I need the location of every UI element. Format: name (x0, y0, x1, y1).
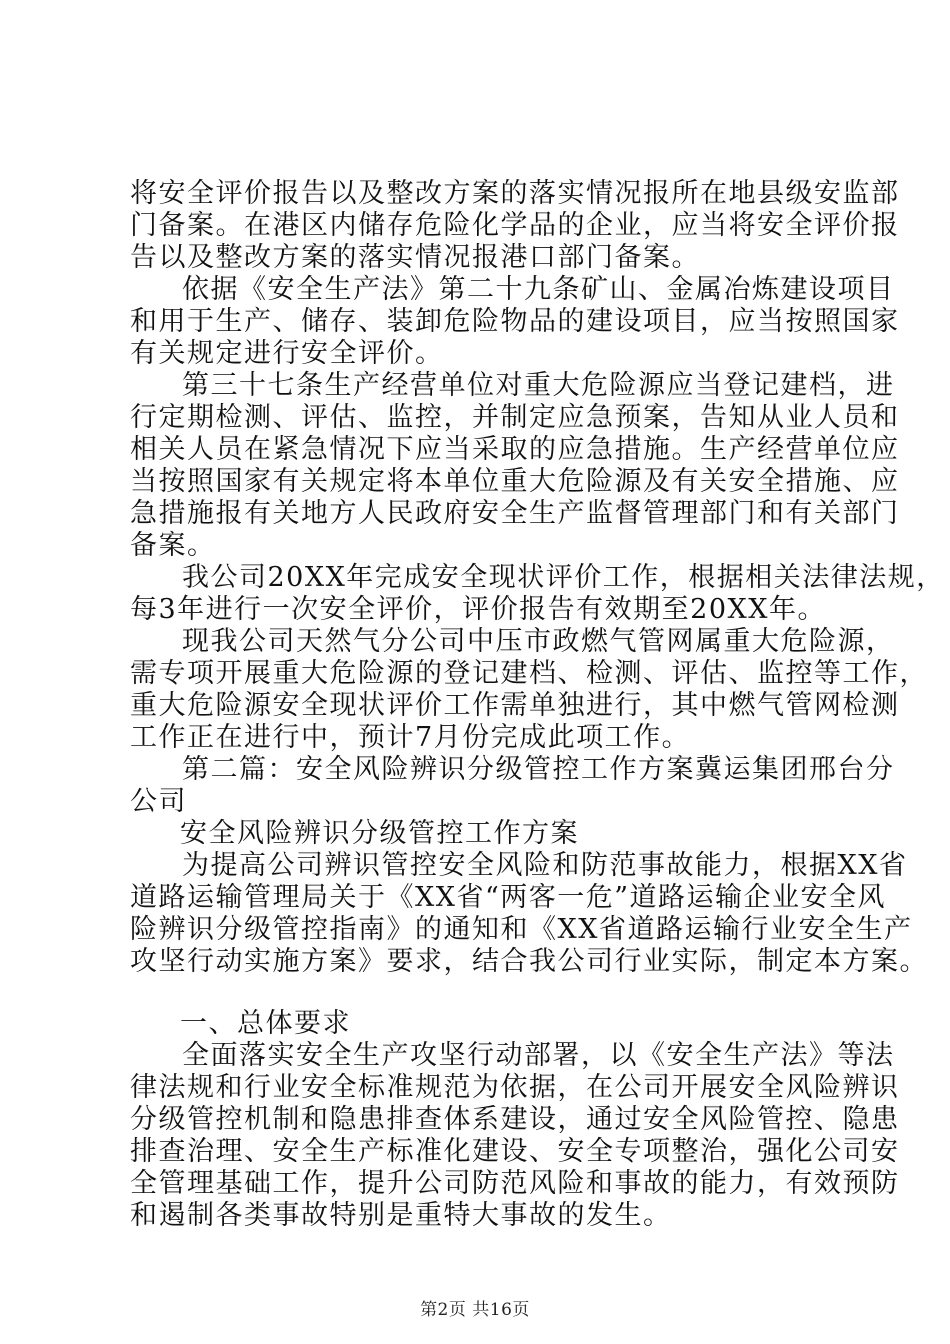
text-line: 和遏制各类事故特别是重特大事故的发生。 (130, 1200, 672, 1231)
text-line: 行定期检测、评估、监控，并制定应急预案，告知从业人员和 (130, 402, 900, 433)
section-heading: 一、总体要求 (180, 1008, 351, 1039)
text-line: 将安全评价报告以及整改方案的落实情况报所在地县级安监部 (130, 178, 900, 209)
text-line: 备案。 (130, 530, 216, 561)
text-line: 现我公司天然气分公司中压市政燃气管网属重大危险源， (182, 626, 895, 657)
text-line: 分级管控机制和隐患排查体系建设，通过安全风险管控、隐患 (130, 1104, 900, 1135)
text-line: 道路运输管理局关于《XX省“两客一危”道路运输企业安全风 (130, 882, 887, 913)
text-line: 有关规定进行安全评价。 (130, 338, 444, 369)
text-line: 依据《安全生产法》第二十九条矿山、金属冶炼建设项目 (182, 274, 895, 305)
page-number-footer: 第2页 共16页 (420, 1300, 530, 1320)
text-line: 和用于生产、储存、装卸危险物品的建设项目，应当按照国家 (130, 306, 900, 337)
text-line: 全管理基础工作，提升公司防范风险和事故的能力，有效预防 (130, 1168, 900, 1199)
section-heading: 公司 (130, 786, 187, 817)
text-line: 当按照国家有关规定将本单位重大危险源及有关安全措施、应 (130, 466, 900, 497)
text-line: 相关人员在紧急情况下应当采取的应急措施。生产经营单位应 (130, 434, 900, 465)
text-line: 每3年进行一次安全评价，评价报告有效期至20XX年。 (130, 594, 826, 625)
text-line: 重大危险源安全现状评价工作需单独进行，其中燃气管网检测 (130, 690, 900, 721)
text-line: 第三十七条生产经营单位对重大危险源应当登记建档，进 (182, 370, 895, 401)
text-line: 我公司20XX年完成安全现状评价工作，根据相关法律法规， (182, 562, 945, 593)
text-line: 工作正在进行中，预计7月份完成此项工作。 (130, 722, 691, 753)
text-line: 需专项开展重大危险源的登记建档、检测、评估、监控等工作， (130, 658, 928, 689)
text-line: 排查治理、安全生产标准化建设、安全专项整治，强化公司安 (130, 1136, 900, 1167)
document-title: 安全风险辨识分级管控工作方案 (180, 818, 579, 849)
text-line: 告以及整改方案的落实情况报港口部门备案。 (130, 242, 700, 273)
text-line: 急措施报有关地方人民政府安全生产监督管理部门和有关部门 (130, 498, 900, 529)
text-line: 全面落实安全生产攻坚行动部署，以《安全生产法》等法 (182, 1040, 895, 1071)
text-line: 险辨识分级管控指南》的通知和《XX省道路运输行业安全生产 (130, 914, 913, 945)
text-line: 为提高公司辨识管控安全风险和防范事故能力，根据XX省 (182, 850, 908, 881)
text-line: 律法规和行业安全标准规范为依据，在公司开展安全风险辨识 (130, 1072, 900, 1103)
text-line: 攻坚行动实施方案》要求，结合我公司行业实际，制定本方案。 (130, 946, 928, 977)
section-heading: 第二篇：安全风险辨识分级管控工作方案冀运集团邢台分 (182, 754, 895, 785)
text-line: 门备案。在港区内储存危险化学品的企业，应当将安全评价报 (130, 210, 900, 241)
